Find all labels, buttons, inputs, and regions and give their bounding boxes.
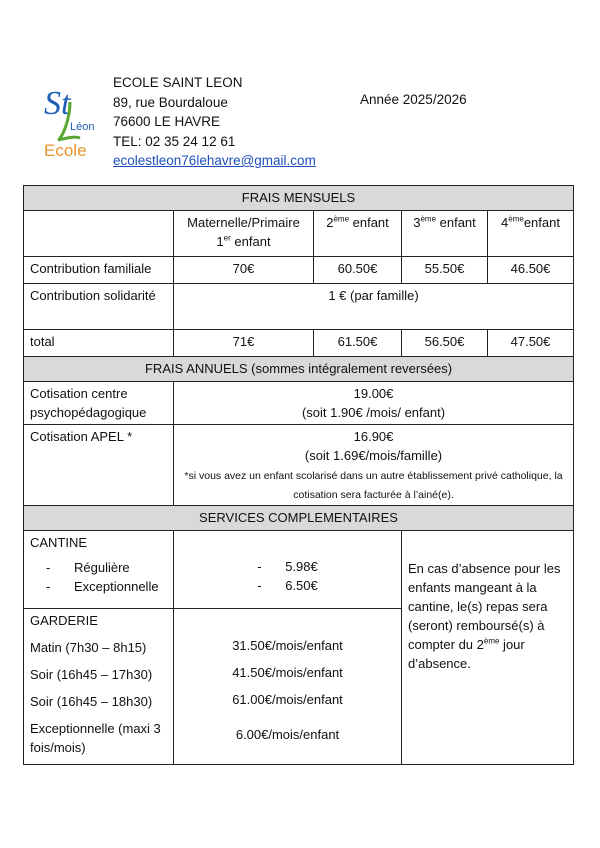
monthly-title: FRAIS MENSUELS	[24, 186, 574, 211]
absence-note: En cas d’absence pour les enfants mangeant à la cantine, le(s) repas sera (seront) remboursé(s) à compter du 2ème jour d’absence.	[402, 531, 574, 765]
apel-footnote: *si vous avez un enfant scolarisé dans un autre établissement privé catholique, la cotisation sera facturée à l’ainé(e).	[184, 470, 563, 501]
school-email-link[interactable]: ecolestleon76lehavre@gmail.com	[113, 153, 316, 168]
logo-ecole: Ecole	[44, 141, 87, 160]
col-3rd-child-header: 3ème enfant	[402, 211, 488, 257]
table-row: Cotisation APEL * 16.90€ (soit 1.69€/mois/famille) *si vous avez un enfant scolarisé dans un autre établissement privé catholique, la cotisation sera facturée à l’ainé(e).	[24, 425, 574, 506]
col-2nd-child-header: 2ème enfant	[314, 211, 402, 257]
logo-s: St	[44, 85, 71, 122]
school-name: ECOLE SAINT LEON	[113, 75, 243, 90]
school-info	[113, 73, 316, 171]
col-4th-child-header: 4èmeenfant	[488, 211, 574, 257]
table-row: CANTINE - Régulière - Exceptionnelle - 5.98€ - 6.50€ En cas d’absence pour les enfants mangeant à la cantine, le(s) repas sera (seront) remboursé(s) à compter du 2ème jour d’absence.	[24, 531, 574, 609]
table-row: total 71€ 61.50€ 56.50€ 47.50€	[24, 330, 574, 357]
logo-leon: Léon	[70, 121, 95, 133]
school-phone: TEL: 02 35 24 12 61	[113, 133, 236, 149]
annual-title: FRAIS ANNUELS (sommes intégralement reversées)	[24, 357, 574, 382]
fees-table	[23, 185, 574, 765]
table-row: Contribution familiale 70€ 60.50€ 55.50€ 46.50€	[24, 257, 574, 284]
school-address: 89, rue Bourdaloue	[113, 94, 228, 110]
table-row: Contribution solidarité 1 € (par famille)	[24, 284, 574, 330]
table-row: Cotisation centre psychopédagogique 19.00€ (soit 1.90€ /mois/ enfant)	[24, 382, 574, 425]
school-logo	[40, 80, 102, 160]
school-city: 76600 LE HAVRE	[113, 114, 221, 129]
table-row: GARDERIE Matin (7h30 – 8h15) Soir (16h45 – 17h30) Soir (16h45 – 18h30) Exceptionnelle (maxi 3 fois/mois) 31.50€/mois/enfant 41.50€/mois/enfant 61.00€/mois/enfant 6.00€/mois/enfant	[24, 609, 574, 765]
school-year: Année 2025/2026	[360, 92, 467, 107]
col-maternelle-header: Maternelle/Primaire 1er enfant	[174, 211, 314, 257]
services-title: SERVICES COMPLEMENTAIRES	[24, 506, 574, 531]
